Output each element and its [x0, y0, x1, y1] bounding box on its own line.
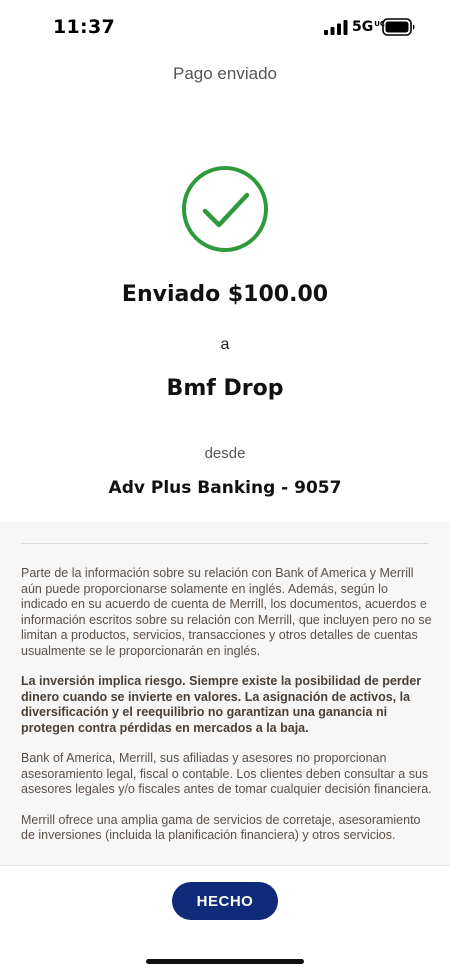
- page-title: Pago enviado: [173, 64, 277, 83]
- from-label: desde: [204, 445, 246, 462]
- status-bar: [0, 0, 450, 56]
- disclosure-no-legal-advice: Bank of America, Merrill, sus afiliadas y asesores no proporcionan asesoramiento legal, fiscal o contable. Los clientes deben consultar a sus asesores legales y/o fiscales antes de tomar cualquier decisión financiera.: [21, 751, 432, 796]
- sent-amount: Enviado $100.00: [121, 282, 329, 307]
- network-type-label: [352, 19, 385, 35]
- home-indicator[interactable]: [146, 959, 304, 964]
- status-time: 11:37: [53, 16, 115, 38]
- battery-icon: [382, 18, 416, 36]
- checkmark-circle-icon: [181, 165, 269, 253]
- network-type: 5G: [352, 19, 374, 35]
- to-label: a: [220, 336, 230, 353]
- divider: [21, 543, 428, 544]
- source-account: Adv Plus Banking - 9057: [108, 478, 342, 498]
- cellular-signal-icon: [324, 20, 348, 35]
- network-type-suffix: UC: [374, 20, 386, 28]
- disclosure-text: [21, 566, 433, 859]
- done-button[interactable]: HECHO: [172, 882, 278, 920]
- disclosure-merrill-services: Merrill ofrece una amplia gama de servicios de corretaje, asesoramiento de inversiones (incluida la planificación financiera) y otros servicios.: [21, 812, 421, 842]
- disclosure-scroll-area[interactable]: [0, 522, 450, 865]
- disclosure-language-notice: Parte de la información sobre su relación con Bank of America y Merrill aún puede proporcionarse solamente en inglés. Además, según lo indicado en su acuerdo de cuenta de Merrill, los documentos, acuerdos e información escritos sobre su relación con Merrill, que incluyen pero no se limitan a productos, servicios, transacciones y otros detalles de cuentas usualmente se le proporcionarán en inglés.: [21, 566, 432, 658]
- recipient-name: Bmf Drop: [166, 376, 284, 401]
- disclosure-investment-risk: La inversión implica riesgo. Siempre existe la posibilidad de perder dinero cuando se invierte en valores. La asignación de activos, la diversificación y el reequilibrio no garantizan una ganancia ni protegen contra pérdidas en mercados a la baja.: [21, 674, 422, 735]
- bottom-action-bar: [0, 865, 450, 975]
